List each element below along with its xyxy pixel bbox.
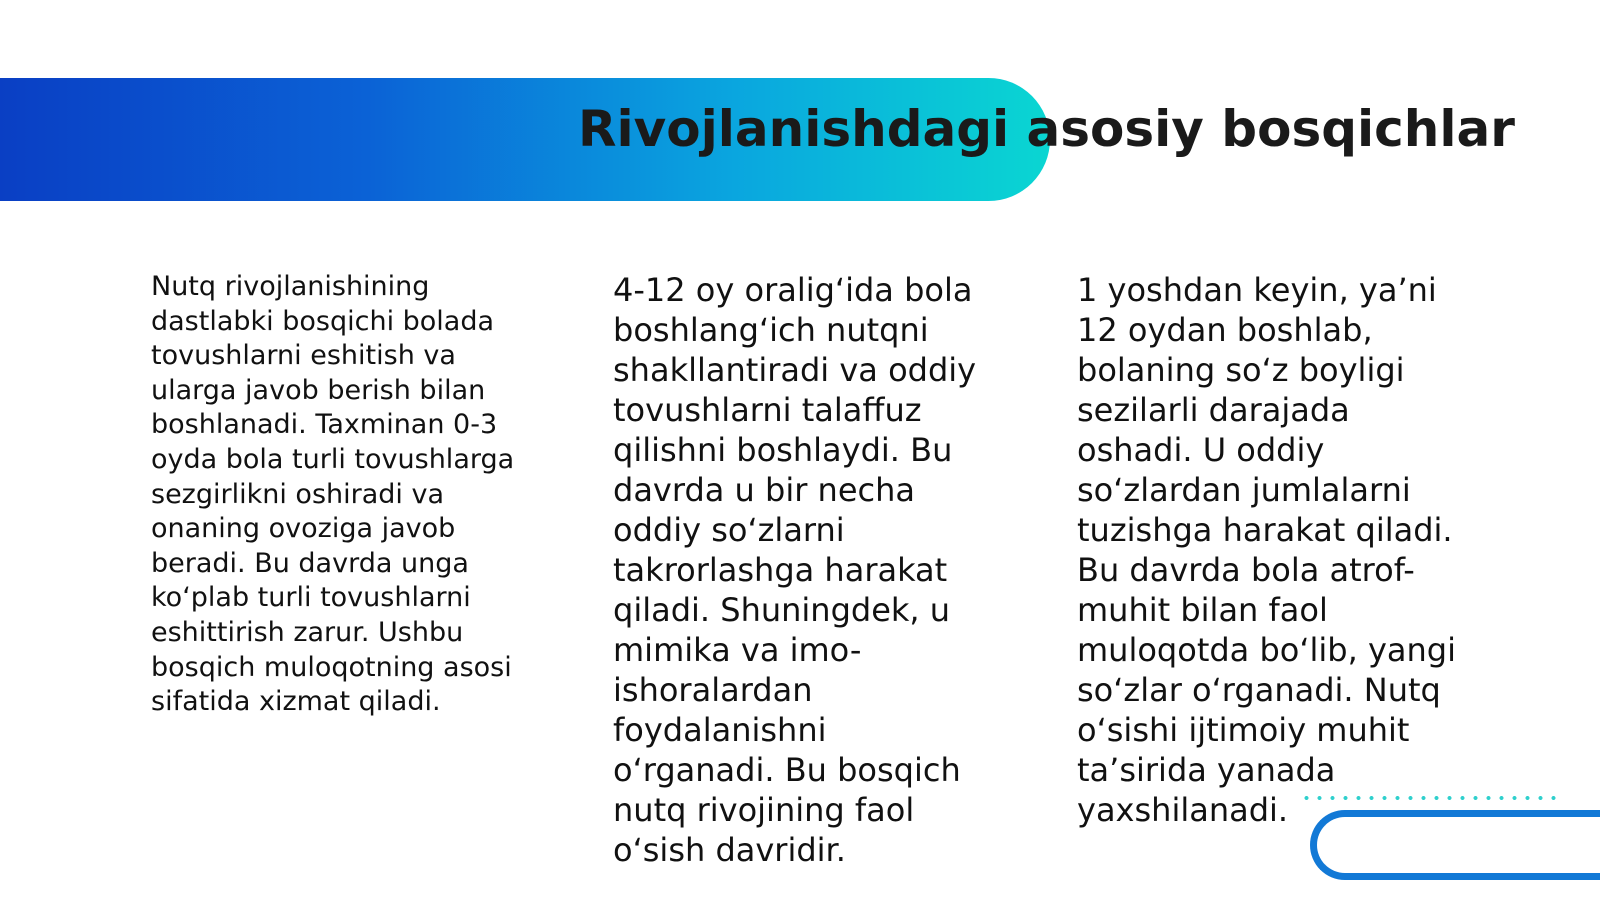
text-column-1: Nutq rivojlanishining dastlabki bosqichi bolada tovushlarni eshitish va ularga javob berish bilan boshlanadi. Taxminan 0-3 oyda bola turli tovushlarga sezgirlikni oshiradi va onaning ovoziga javob beradi. Bu davrda unga ko‘plab turli tovushlarni eshittirish zarur. Ushbu bosqich muloqotning asosi sifatida xizmat qiladi. xyxy=(151,271,515,718)
slide-title: Rivojlanishdagi asosiy bosqichlar xyxy=(578,100,1515,158)
text-column-2: 4-12 oy oralig‘ida bola boshlang‘ich nutqni shakllantiradi va oddiy tovushlarni talaffuz qilishni boshlaydi. Bu davrda u bir necha oddiy so‘zlarni takrorlashga harakat qiladi. Shuningdek, u mimika va imo-ishoralardan foydalanishni o‘rganadi. Bu bosqich nutq rivojining faol o‘sish davridir. xyxy=(613,271,977,869)
dotted-line-decoration xyxy=(1300,796,1560,800)
text-column-3: 1 yoshdan keyin, ya’ni 12 oydan boshlab, bolaning so‘z boyligi sezilarli darajada oshadi. U oddiy so‘zlardan jumlalarni tuzishga harakat qiladi. Bu davrda bola atrof-muhit bilan faol muloqotda bo‘lib, yangi so‘zlar o‘rganadi. Nutq o‘sishi ijtimoiy muhit ta’sirida yanada yaxshilanadi. xyxy=(1077,271,1456,829)
pill-outline-decoration xyxy=(1310,810,1600,880)
